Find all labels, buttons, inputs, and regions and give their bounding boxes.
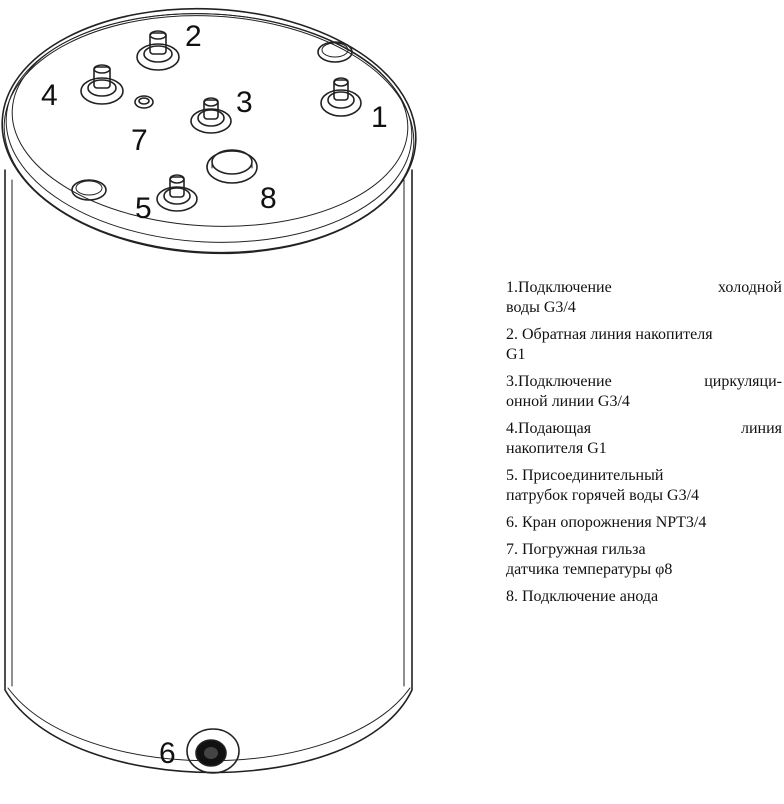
callout-7: 7 xyxy=(131,124,148,157)
callout-1: 1 xyxy=(371,101,388,134)
connection-1-cold-water-fitting xyxy=(321,78,361,116)
legend-item-1-line-1: 1.Подключение холодной xyxy=(506,279,782,296)
connection-6-drain-valve xyxy=(187,729,239,773)
legend-item-6-line-1: 6. Кран опорожнения NPT3/4 xyxy=(506,514,707,531)
legend-item-5-line-1: 5. Присоединительный xyxy=(506,467,664,484)
legend-item-4-line-2: накопителя G1 xyxy=(506,440,607,457)
legend-item-5-line-2: патрубок горячей воды G3/4 xyxy=(506,487,700,504)
callout-8: 8 xyxy=(260,182,277,215)
legend-item-3 xyxy=(506,372,782,412)
legend-item-8 xyxy=(506,587,782,607)
lid-plug-left xyxy=(72,180,106,200)
legend-item-3-line-1: 3.Подключение циркуляци- xyxy=(506,373,782,390)
legend-item-2-line-1: 2. Обратная линия накопителя xyxy=(506,326,713,343)
callout-3: 3 xyxy=(236,86,253,119)
legend-item-6 xyxy=(506,513,782,533)
legend-item-1 xyxy=(506,278,782,318)
legend-item-4 xyxy=(506,419,782,459)
legend-item-5 xyxy=(506,466,782,506)
connection-2-return-line-fitting xyxy=(137,31,179,70)
legend-item-1-line-2: воды G3/4 xyxy=(506,299,576,316)
legend-item-7-line-1: 7. Погружная гильза xyxy=(506,541,646,558)
connection-8-anode-plug xyxy=(207,150,257,183)
legend-item-2 xyxy=(506,325,782,365)
legend xyxy=(506,278,782,614)
connection-4-supply-line-fitting xyxy=(81,65,123,104)
callout-4: 4 xyxy=(41,79,58,112)
callout-6: 6 xyxy=(159,737,176,770)
connection-7-sensor-sleeve xyxy=(135,96,153,108)
tank-body xyxy=(5,170,412,773)
connection-3-circulation-fitting xyxy=(191,98,231,133)
legend-item-7 xyxy=(506,540,782,580)
callout-5: 5 xyxy=(135,192,152,225)
legend-item-3-line-2: онной линии G3/4 xyxy=(506,393,630,410)
connection-5-hot-water-fitting xyxy=(157,175,197,211)
legend-item-4-line-1: 4.Подающая линия xyxy=(506,420,782,437)
tank-lid xyxy=(0,0,422,264)
legend-item-8-line-1: 8. Подключение анода xyxy=(506,588,659,605)
legend-item-2-line-2: G1 xyxy=(506,346,526,363)
callout-2: 2 xyxy=(185,20,202,53)
legend-item-7-line-2: датчика температуры φ8 xyxy=(506,561,673,578)
